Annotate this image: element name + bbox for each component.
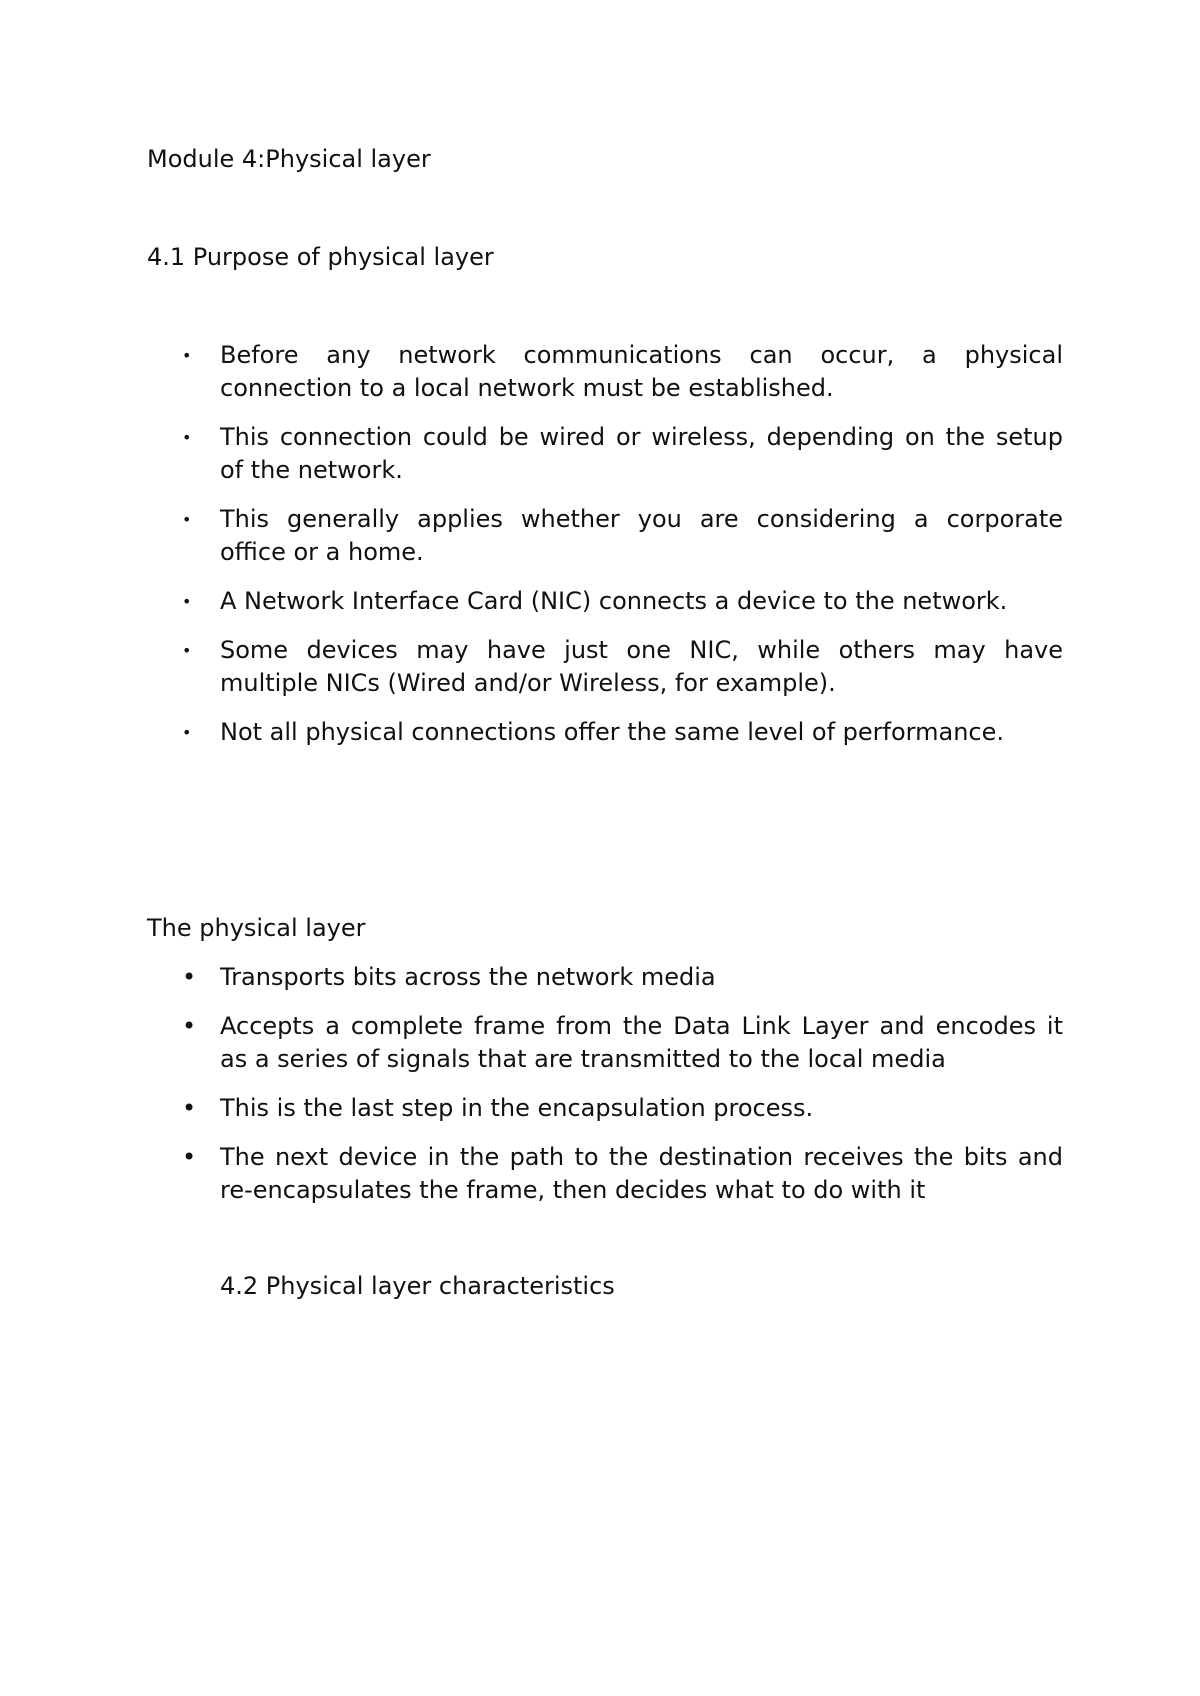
bullet-icon: • xyxy=(182,1012,197,1040)
list-item-line: office or a home. xyxy=(220,538,424,566)
bullet-icon: • xyxy=(182,428,192,447)
bullet-icon: • xyxy=(182,510,192,529)
list-item-text xyxy=(220,1010,1063,1076)
list-item-line: Before any network communications can occur, a physical xyxy=(220,341,1063,369)
bullet-icon: • xyxy=(182,592,192,611)
list-item-line: A Network Interface Card (NIC) connects a device to the network. xyxy=(220,587,1008,615)
bullet-icon: • xyxy=(182,641,192,660)
list-item-line: This generally applies whether you are considering a corporate xyxy=(220,505,1063,533)
section-heading-purpose: 4.1 Purpose of physical layer xyxy=(147,243,494,271)
bullet-icon: • xyxy=(182,346,192,365)
section-heading-physical-layer: The physical layer xyxy=(147,914,366,942)
section-heading-characteristics: 4.2 Physical layer characteristics xyxy=(220,1272,615,1300)
list-item-line: Not all physical connections offer the same level of performance. xyxy=(220,718,1005,746)
bullet-icon: • xyxy=(182,963,197,991)
list-item-line: The next device in the path to the destination receives the bits and xyxy=(220,1143,1063,1171)
bullet-icon: • xyxy=(182,1094,197,1122)
list-item-line: connection to a local network must be established. xyxy=(220,374,834,402)
module-title: Module 4:Physical layer xyxy=(147,145,431,173)
list-item-line: re-encapsulates the frame, then decides what to do with it xyxy=(220,1176,926,1204)
list-item-text xyxy=(220,585,1063,618)
list-item-text xyxy=(220,634,1063,700)
list-item-line: of the network. xyxy=(220,456,403,484)
list-item-line: This connection could be wired or wireless, depending on the setup xyxy=(220,423,1063,451)
list-item-line: multiple NICs (Wired and/or Wireless, for example). xyxy=(220,669,836,697)
bullet-icon: • xyxy=(182,723,192,742)
list-item-text xyxy=(220,961,1063,994)
list-item-text xyxy=(220,339,1063,405)
list-item-line: as a series of signals that are transmitted to the local media xyxy=(220,1045,946,1073)
list-item-text xyxy=(220,716,1063,749)
list-item-text xyxy=(220,1141,1063,1207)
list-item-text xyxy=(220,1092,1063,1125)
list-item-text xyxy=(220,421,1063,487)
list-item-line: Transports bits across the network media xyxy=(220,963,716,991)
list-item-line: This is the last step in the encapsulation process. xyxy=(220,1094,814,1122)
list-item-line: Accepts a complete frame from the Data Link Layer and encodes it xyxy=(220,1012,1063,1040)
bullet-icon: • xyxy=(182,1143,197,1171)
list-item-line: Some devices may have just one NIC, while others may have xyxy=(220,636,1063,664)
list-item-text xyxy=(220,503,1063,569)
